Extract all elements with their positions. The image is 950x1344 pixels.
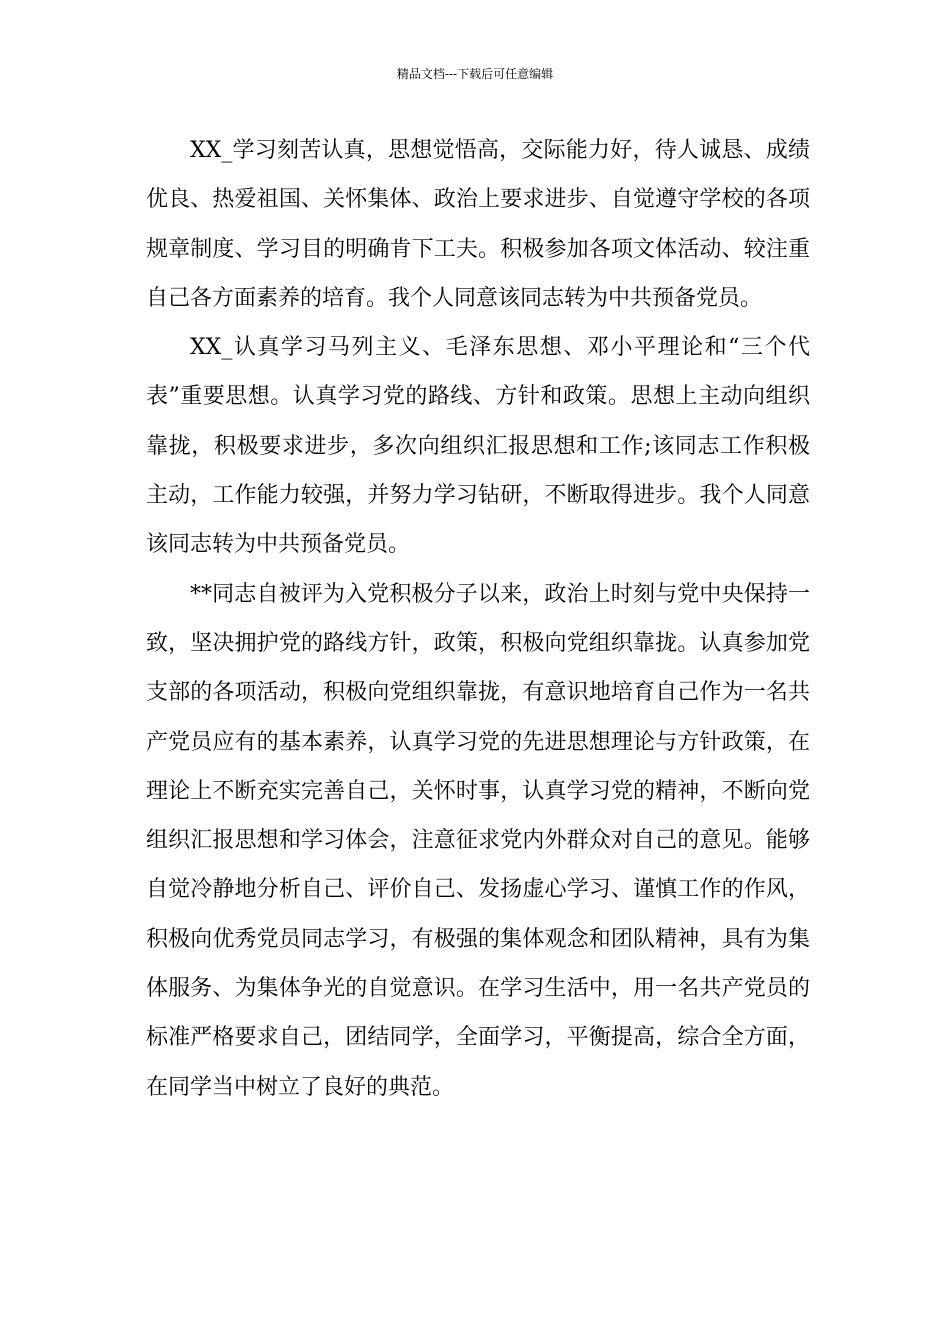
paragraph-1: XX_学习刻苦认真，思想觉悟高，交际能力好，待人诚恳、成绩优良、热爱祖国、关怀集体、政治上要求进步、自觉遵守学校的各项规章制度、学习目的明确肯下工夫。积极参加各项文体活动、较注重自己各方面素养的培育。我个人同意该同志转为中共预备党员。 [146,138,810,311]
page-header: 精品文档---下载后可任意编辑 [396,67,554,81]
paragraph-2: XX_认真学习马列主义、毛泽东思想、邓小平理论和“三个代表”重要思想。认真学习党的路线、方针和政策。思想上主动向组织靠拢，积极要求进步，多次向组织汇报思想和工作;该同志工作积极主动，工作能力较强，并努力学习钻研，不断取得进步。我个人同意该同志转为中共预备党员。 [146,335,810,558]
paragraph-3: **同志自被评为入党积极分子以来，政治上时刻与党中央保持一致，坚决拥护党的路线方针，政策，积极向党组织靠拢。认真参加党支部的各项活动，积极向党组织靠拢，有意识地培育自己作为一名共产党员应有的基本素养，认真学习党的先进思想理论与方针政策，在理论上不断充实完善自己，关怀时事，认真学习党的精神，不断向党组织汇报思想和学习体会，注意征求党内外群众对自己的意见。能够自觉冷静地分析自己、评价自己、发扬虚心学习、谨慎工作的作风，积极向优秀党员同志学习，有极强的集体观念和团队精神，具有为集体服务、为集体争光的自觉意识。在学习生活中，用一名共产党员的标准严格要求自己，团结同学，全面学习，平衡提高，综合全方面，在同学当中树立了良好的典范。 [146,581,810,1100]
document-body [146,126,810,1112]
